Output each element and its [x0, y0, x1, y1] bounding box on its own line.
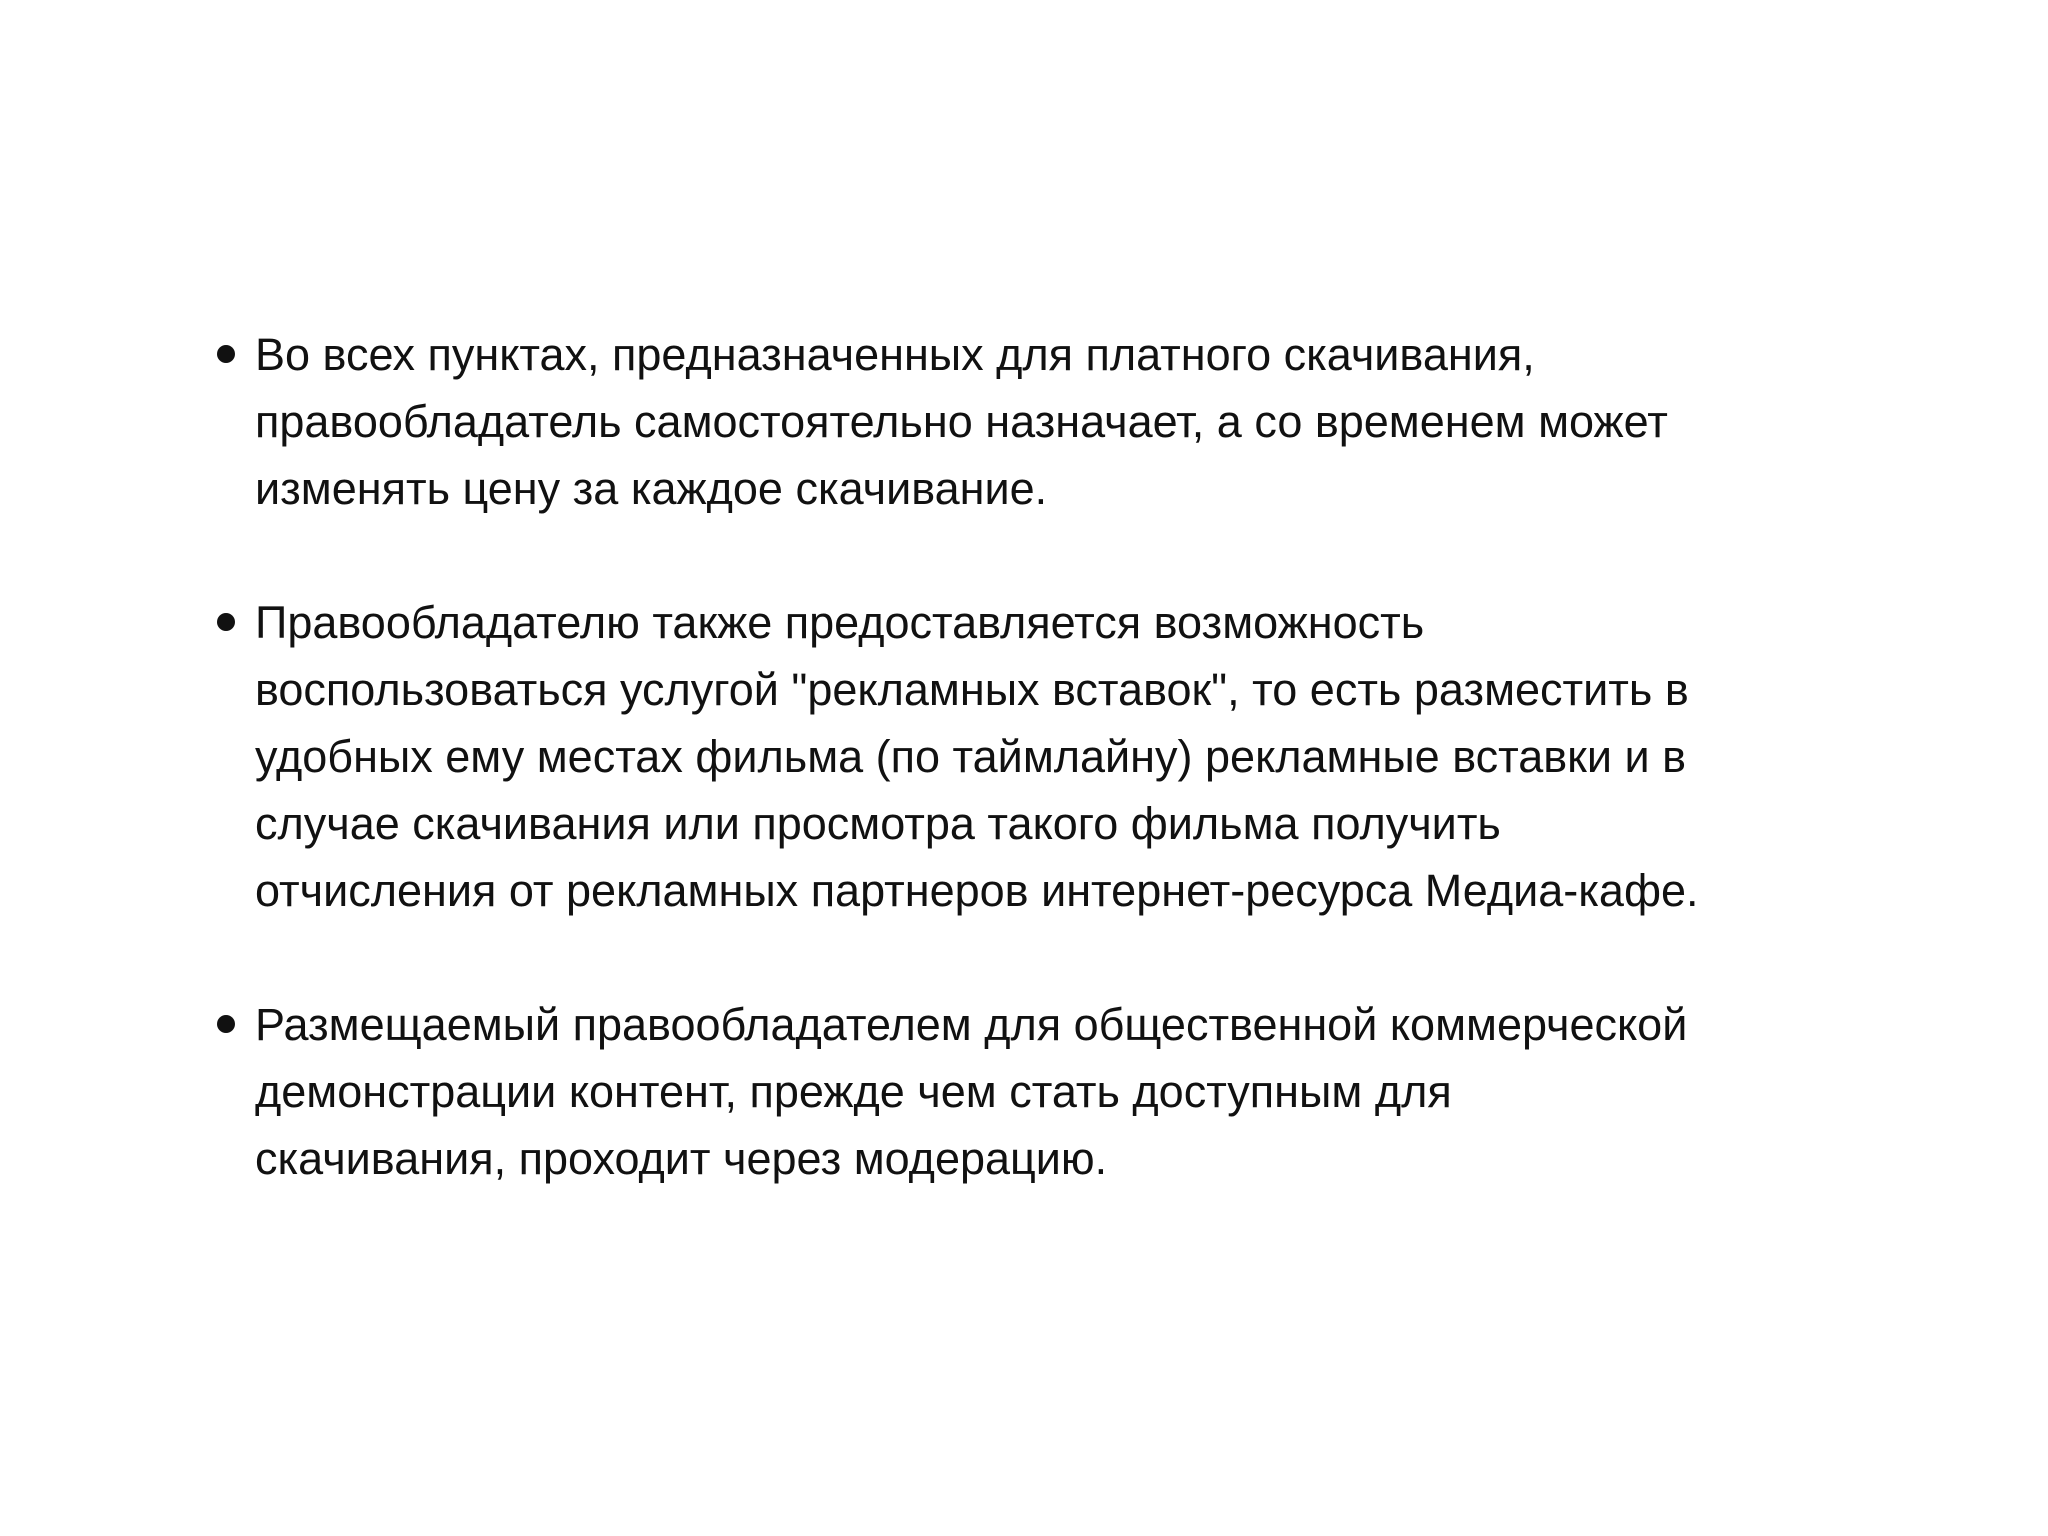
bullet-line: Размещаемый правообладателем для общественной коммерческой [255, 999, 1688, 1050]
bullet-dot-icon [217, 345, 235, 363]
bullet-line: воспользоваться услугой "рекламных вставок", то есть разместить в [255, 664, 1689, 715]
bullet-line: удобных ему местах фильма (по таймлайну) рекламные вставки и в [255, 731, 1687, 782]
bullet-line: изменять цену за каждое скачивание. [255, 463, 1048, 514]
bullet-line: правообладатель самостоятельно назначает, а со временем может [255, 396, 1668, 447]
bullet-line: случае скачивания или просмотра такого фильма получить [255, 798, 1501, 849]
bullet-line: демонстрации контент, прежде чем стать доступным для [255, 1066, 1452, 1117]
bullet-line: отчисления от рекламных партнеров интернет-ресурса Медиа-кафе. [255, 865, 1699, 916]
bullet-line: скачивания, проходит через модерацию. [255, 1133, 1108, 1184]
bullet-item-pricing [205, 321, 1885, 522]
bullet-line: Правообладателю также предоставляется возможность [255, 597, 1425, 648]
bullet-text [255, 991, 1885, 1192]
bullet-text [255, 321, 1885, 522]
bullet-dot-icon [217, 613, 235, 631]
bullet-item-moderation [205, 991, 1885, 1192]
bullet-list [205, 321, 1885, 1192]
bullet-text [255, 589, 1885, 924]
bullet-item-ad-inserts [205, 589, 1885, 924]
bullet-dot-icon [217, 1015, 235, 1033]
bullet-line: Во всех пунктах, предназначенных для платного скачивания, [255, 329, 1535, 380]
